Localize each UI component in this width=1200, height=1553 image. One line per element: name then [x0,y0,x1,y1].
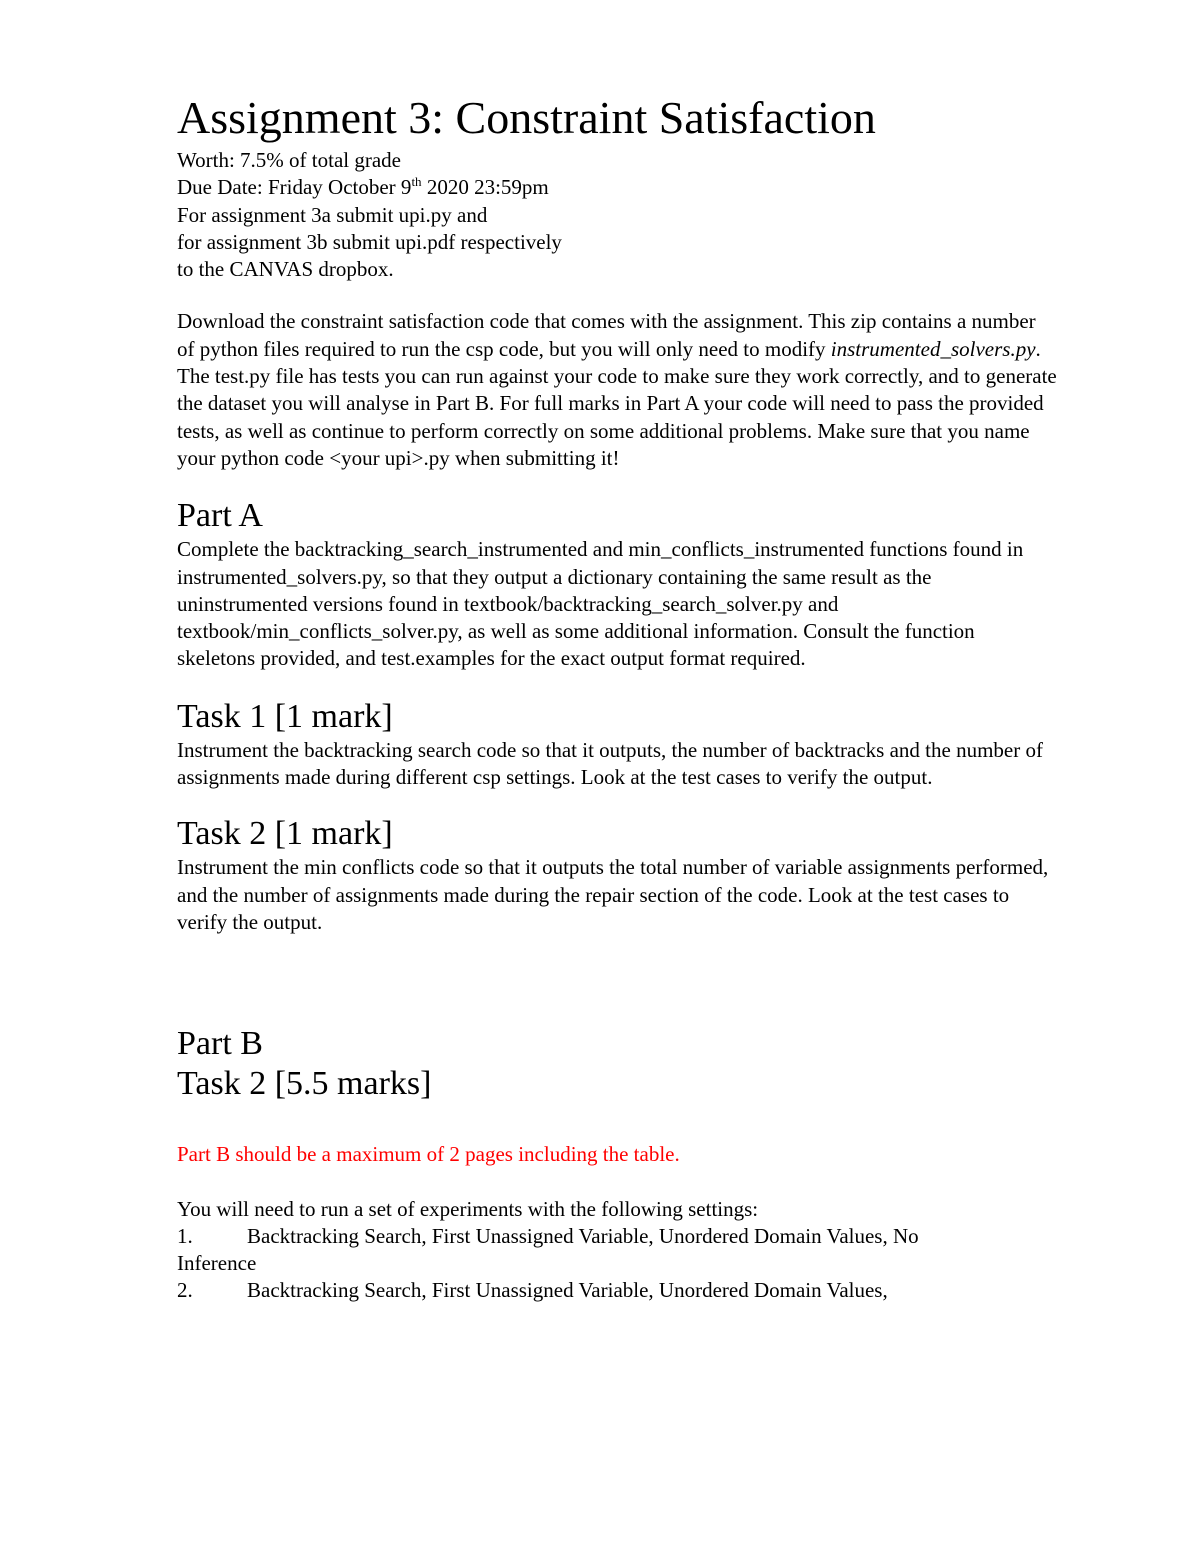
page-title: Assignment 3: Constraint Satisfaction [177,92,876,143]
part-b-heading: Part B [177,1025,263,1063]
part-b-page-limit-warning: Part B should be a maximum of 2 pages including the table. [177,1142,680,1167]
intro-paragraph: Download the constraint satisfaction code that comes with the assignment. This zip contains a number of python files required to run the csp code, but you will only need to modify instrumented_solvers.py. The test.py file has tests you can run against your code to make sure they work correctly, and to generate the dataset you will analyse in Part B. For full marks in Part A your code will need to pass the provided tests, as well as continue to perform correctly on some additional problems. Make sure that you name your python code <your upi>.py when submitting it! [177,309,1057,470]
instrumented-solvers-filename: instrumented_solvers.py [830,336,1036,361]
submit-3a-text: For assignment 3a submit upi.py and [177,202,488,227]
due-date-superscript: th [411,174,422,190]
due-date-text: Due Date: Friday October 9th 2020 23:59pm [177,174,549,200]
task-2-heading: Task 2 [1 mark] [177,815,393,853]
list-item [177,1223,1057,1278]
part-a-heading: Part A [177,497,263,535]
submit-3b-text: for assignment 3b submit upi.pdf respectively [177,229,562,254]
document-page [177,92,1057,1305]
assignment-meta [177,147,1057,283]
task-2-body: Instrument the min conflicts code so that it outputs the total number of variable assignments performed, and the number of assignments made during the repair section of the code. Look at the test cases to verify the output. [177,855,1049,934]
worth-text: Worth: 7.5% of total grade [177,148,401,172]
list-item [177,1277,1057,1304]
list-item-text: Backtracking Search, First Unassigned Variable, Unordered Domain Values, [247,1278,888,1303]
list-item-number: 1. [177,1223,193,1248]
part-a-body: Complete the backtracking_search_instrumented and min_conflicts_instrumented functions found in instrumented_solvers.py, so that they output a dictionary containing the same result as the uninstrumented versions found in textbook/backtracking_search_solver.py and textbook/min_conflicts_solver.py, as well as some additional information. Consult the function skeletons provided, and test.examples for the exact output format required. [177,537,1024,671]
task-1-body: Instrument the backtracking search code so that it outputs, the number of backtracks and the number of assignments made during different csp settings. Look at the test cases to verify the output. [177,737,1043,790]
list-item-text: Backtracking Search, First Unassigned Variable, Unordered Domain Values, No [247,1223,919,1248]
list-item-continuation: Inference [177,1251,257,1276]
task-1-heading: Task 1 [1 mark] [177,697,393,735]
experiments-intro: You will need to run a set of experiments with the following settings: [177,1196,759,1221]
list-item-number: 2. [177,1278,193,1303]
experiment-settings-list [177,1223,1057,1305]
part-b-task-heading: Task 2 [5.5 marks] [177,1065,432,1103]
submit-destination-text: to the CANVAS dropbox. [177,257,394,282]
